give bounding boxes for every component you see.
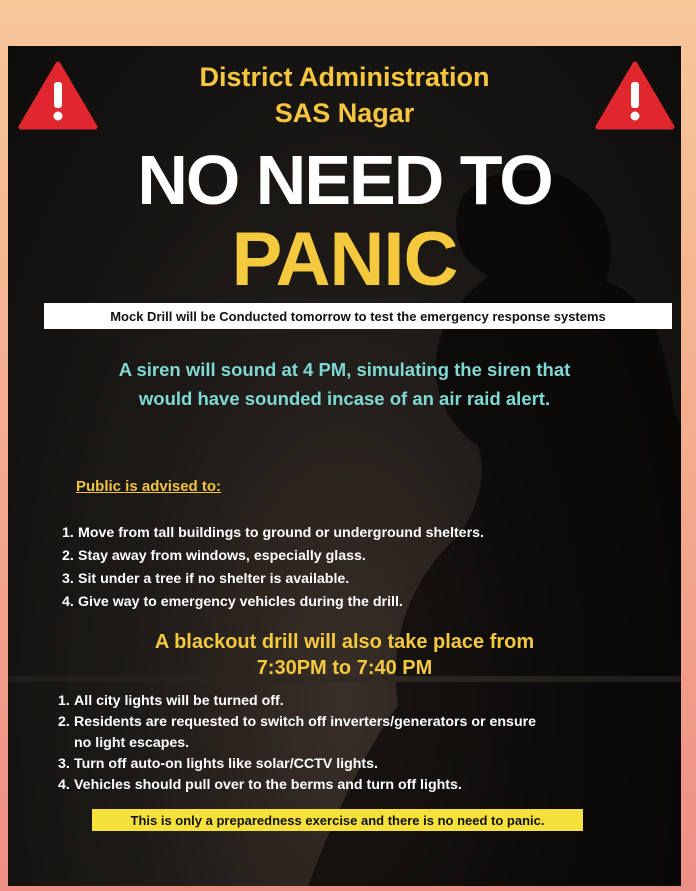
- list-item: 3. Turn off auto-on lights like solar/CCTV lights.: [58, 756, 378, 772]
- list-item: 4. Give way to emergency vehicles during the drill.: [62, 594, 403, 610]
- list-item: no light escapes.: [74, 735, 190, 751]
- siren-line-2: would have sounded incase of an air raid alert.: [138, 388, 551, 409]
- district-subtitle: SAS Nagar: [274, 98, 415, 128]
- blackout-list: [58, 691, 536, 796]
- list-item: 4. Vehicles should pull over to the berms and turn off lights.: [58, 777, 462, 793]
- list-item: 1. All city lights will be turned off.: [58, 693, 284, 709]
- list-item: 2. Stay away from windows, especially glass.: [62, 548, 366, 564]
- mock-drill-banner: Mock Drill will be Conducted tomorrow to test the emergency response systems: [44, 303, 672, 329]
- list-item: 1. Move from tall buildings to ground or underground shelters.: [62, 525, 484, 541]
- blackout-heading: A blackout drill will also take place from: [154, 631, 535, 653]
- advice-heading: Public is advised to:: [76, 478, 222, 495]
- blackout-time: 7:30PM to 7:40 PM: [256, 657, 433, 679]
- list-item: 3. Sit under a tree if no shelter is available.: [62, 571, 350, 587]
- district-title: District Administration: [199, 62, 490, 92]
- headline-no-need-to: NO NEED TO: [137, 141, 552, 219]
- headline-panic: PANIC: [231, 217, 458, 302]
- list-item: 2. Residents are requested to switch off inverters/generators or ensure: [58, 714, 537, 730]
- footer-note: This is only a preparedness exercise and there is no need to panic.: [92, 809, 583, 831]
- siren-line-1: A siren will sound at 4 PM, simulating the siren that: [118, 359, 571, 380]
- poster: [8, 46, 681, 886]
- advice-list: [62, 522, 484, 614]
